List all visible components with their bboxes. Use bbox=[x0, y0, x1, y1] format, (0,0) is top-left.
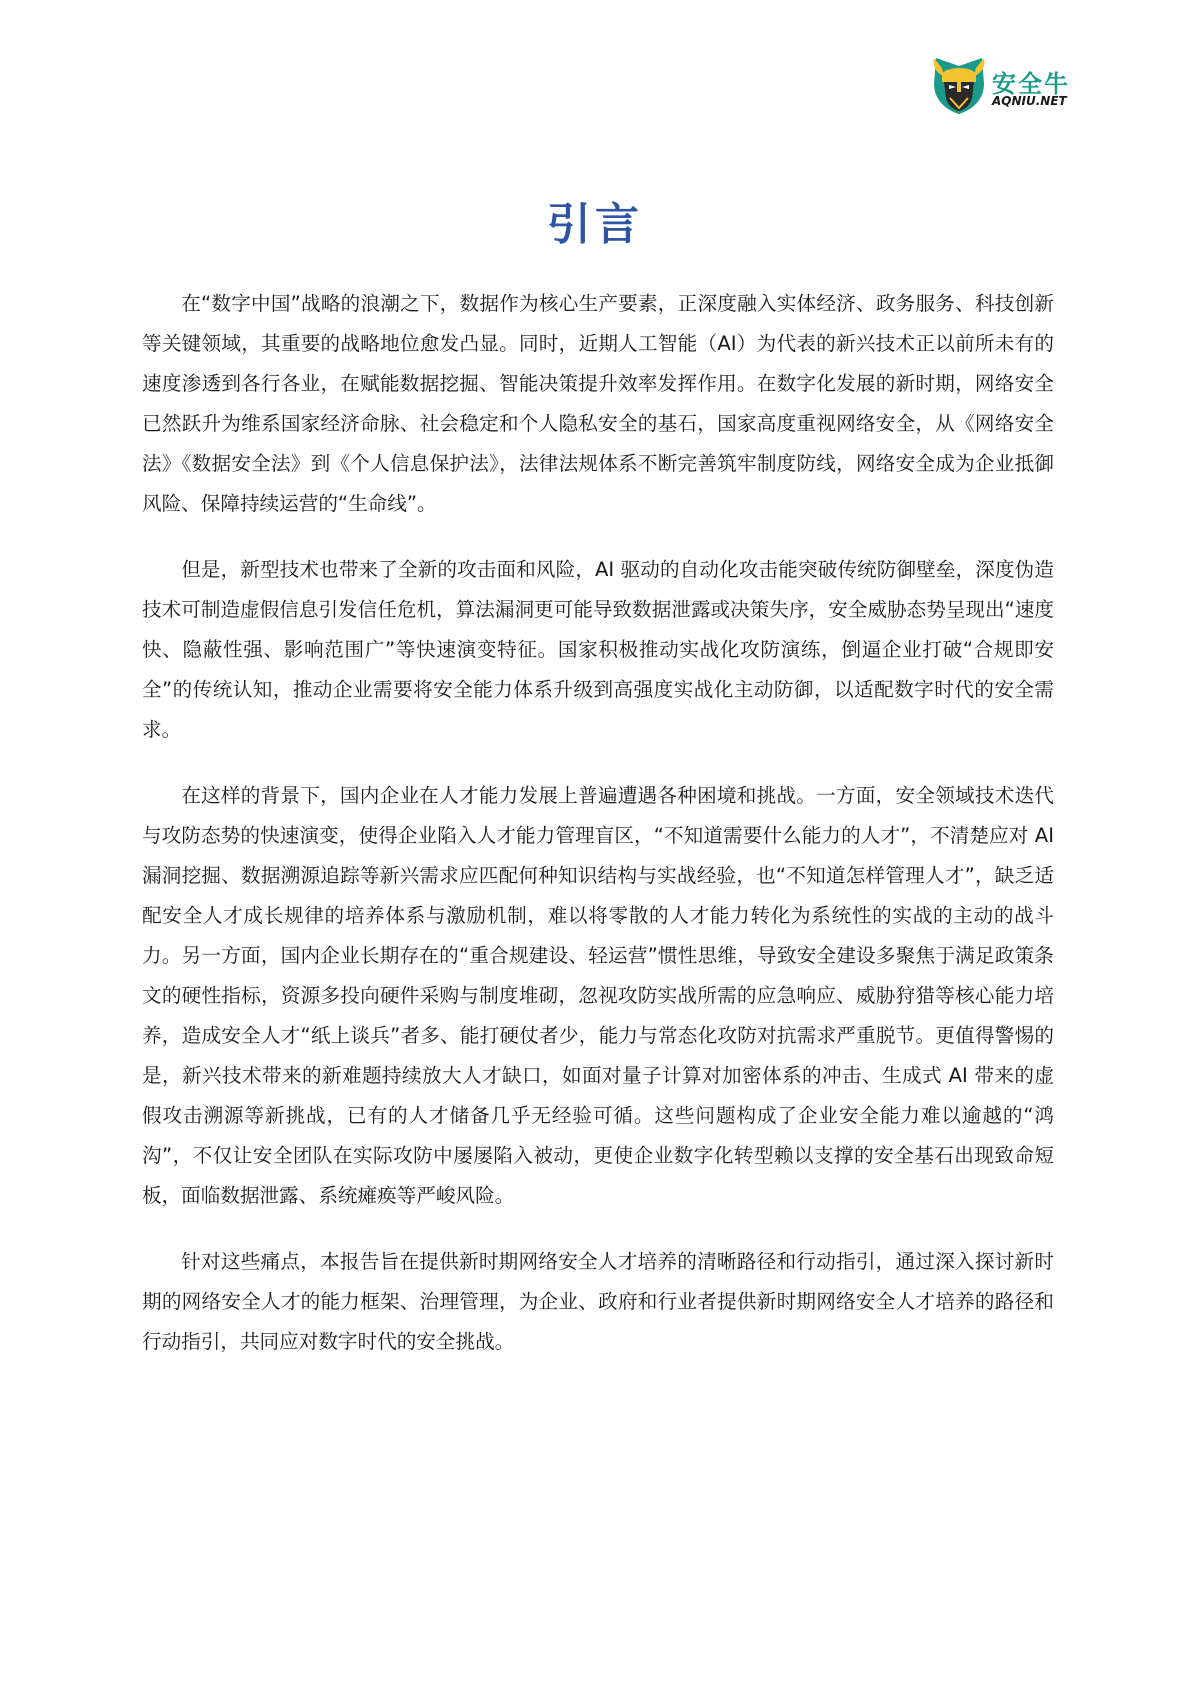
paragraph-3: 在这样的背景下，国内企业在人才能力发展上普遍遭遇各种困境和挑战。一方面，安全领域技术迭代与攻防态势的快速演变，使得企业陷入人才能力管理盲区，“不知道需要什么能力的人才”，不清楚应对 AI 漏洞挖掘、数据溯源追踪等新兴需求应匹配何种知识结构与实战经验，也“不知道怎样管理人才”，缺乏适配安全人才成长规律的培养体系与激励机制，难以将零散的人才能力转化为系统性的实战的主动的战斗力。另一方面，国内企业长期存在的“重合规建设、轻运营”惯性思维，导致安全建设多聚焦于满足政策条文的硬性指标，资源多投向硬件采购与制度堆砌，忽视攻防实战所需的应急响应、威胁狩猎等核心能力培养，造成安全人才“纸上谈兵”者多、能打硬仗者少，能力与常态化攻防对抗需求严重脱节。更值得警惕的是，新兴技术带来的新难题持续放大人才缺口，如面对量子计算对加密体系的冲击、生成式 AI 带来的虚假攻击溯源等新挑战，已有的人才储备几乎无经验可循。这些问题构成了企业安全能力难以逾越的“鸿沟”，不仅让安全团队在实际攻防中屡屡陷入被动，更使企业数字化转型赖以支撑的安全基石出现致命短板，面临数据泄露、系统瘫痪等严峻风险。 bbox=[142, 784, 1054, 1207]
page-title: 引言 bbox=[547, 199, 643, 250]
brand-name: 安全牛 bbox=[992, 70, 1070, 98]
paragraph-1: 在“数字中国”战略的浪潮之下，数据作为核心生产要素，正深度融入实体经济、政务服务、科技创新等关键领域，其重要的战略地位愈发凸显。同时，近期人工智能（AI）为代表的新兴技术正以前所未有的速度渗透到各行各业，在赋能数据挖掘、智能决策提升效率发挥作用。在数字化发展的新时期，网络安全已然跃升为维系国家经济命脉、社会稳定和个人隐私安全的基石，国家高度重视网络安全，从《网络安全法》《数据安全法》到《个人信息保护法》，法律法规体系不断完善筑牢制度防线，网络安全成为企业抵御风险、保障持续运营的“生命线”。 bbox=[142, 292, 1054, 515]
brand-domain: AQNIU.NET bbox=[992, 94, 1067, 108]
body-text bbox=[142, 284, 1054, 1388]
brand-logo bbox=[930, 54, 1070, 116]
viking-helmet-icon bbox=[930, 54, 988, 116]
paragraph-2: 但是，新型技术也带来了全新的攻击面和风险，AI 驱动的自动化攻击能突破传统防御壁垒，深度伪造技术可制造虚假信息引发信任危机，算法漏洞更可能导致数据泄露或决策失序，安全威胁态势呈现出“速度快、隐蔽性强、影响范围广”等快速演变特征。国家积极推动实战化攻防演练，倒逼企业打破“合规即安全”的传统认知，推动企业需要将安全能力体系升级到高强度实战化主动防御，以适配数字时代的安全需求。 bbox=[142, 558, 1054, 741]
paragraph-4: 针对这些痛点，本报告旨在提供新时期网络安全人才培养的清晰路径和行动指引，通过深入探讨新时期的网络安全人才的能力框架、治理管理，为企业、政府和行业者提供新时期网络安全人才培养的路径和行动指引，共同应对数字时代的安全挑战。 bbox=[142, 1250, 1054, 1353]
